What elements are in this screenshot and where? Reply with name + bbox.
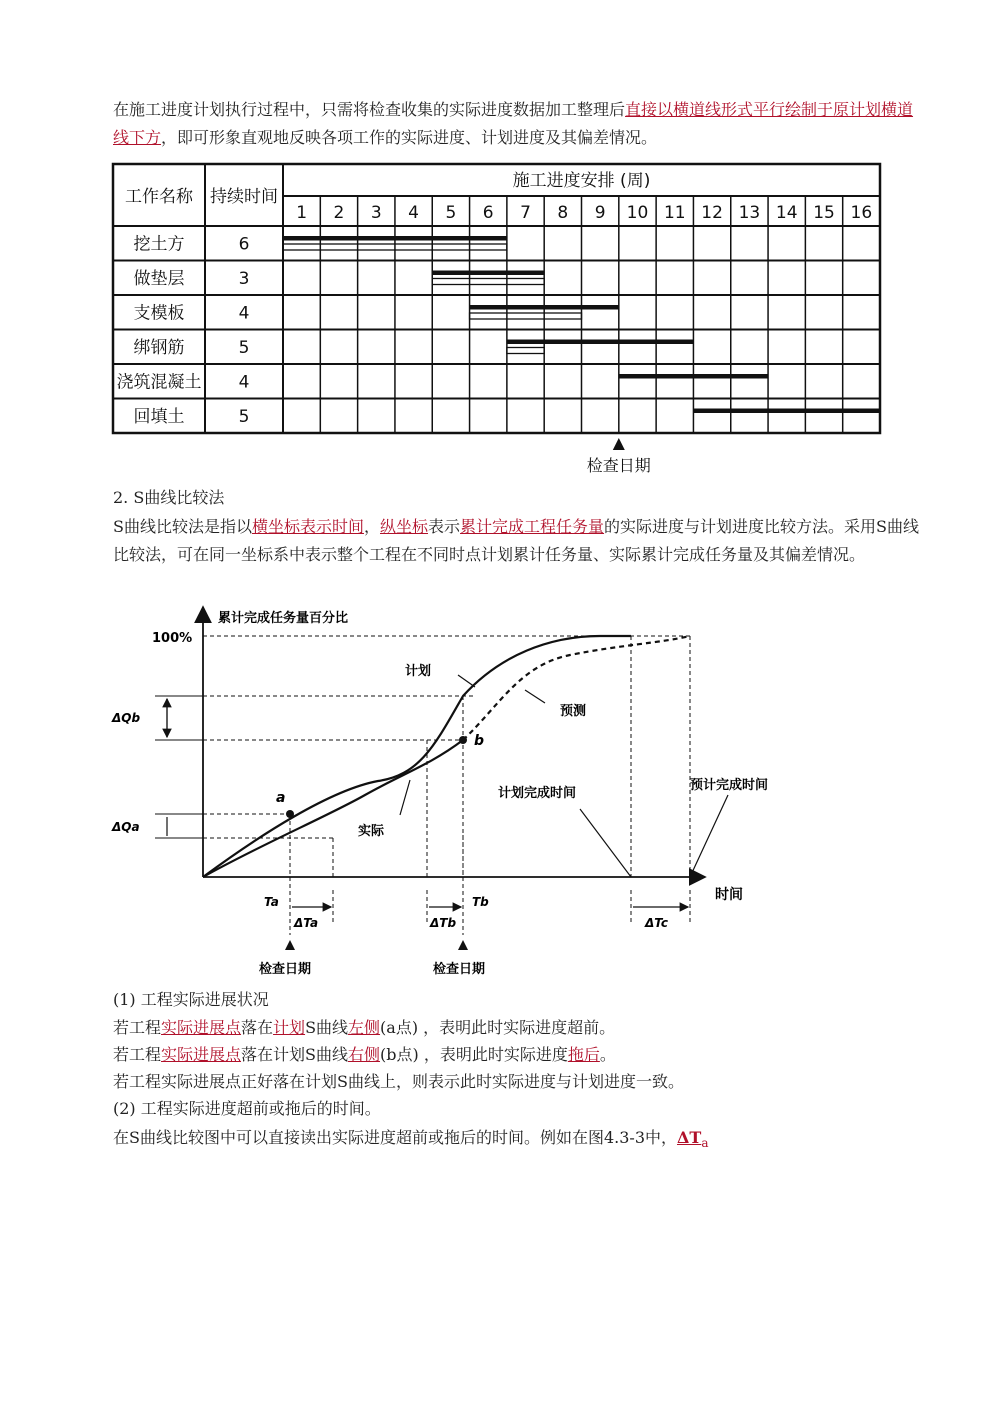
y-axis-title: 累计完成任务量百分比 xyxy=(218,611,349,626)
week-13: 13 xyxy=(738,203,761,223)
week-8: 8 xyxy=(557,203,569,223)
task-name-5: 浇筑混凝土 xyxy=(116,372,202,393)
task-duration-1: 6 xyxy=(238,234,250,255)
forecast-curve xyxy=(463,636,690,740)
note-line-4 xyxy=(113,1125,708,1156)
n1-c: S曲线 xyxy=(305,1018,349,1037)
week-5: 5 xyxy=(445,203,457,223)
point-b-marker xyxy=(459,736,467,744)
intro-text-post: ，即可形象直观地反映各项工作的实际进度、计划进度及其偏差情况。 xyxy=(161,128,658,147)
dqb-label: ΔQb xyxy=(112,711,141,725)
plan-finish-label: 计划完成时间 xyxy=(498,786,577,801)
check-date-label-1: 检查日期 xyxy=(259,962,312,977)
ta-label: Ta xyxy=(264,895,279,909)
week-14: 14 xyxy=(775,203,798,223)
s2-text-b: ， xyxy=(363,517,380,536)
task-duration-3: 4 xyxy=(238,303,250,324)
n1-highlight-actual-point[interactable]: 实际进展点 xyxy=(161,1018,242,1037)
gantt-check-label: 检查日期 xyxy=(586,456,651,475)
s2-text-a: S曲线比较法是指以 xyxy=(113,517,252,536)
plan-label: 计划 xyxy=(405,664,432,679)
point-a-label: a xyxy=(276,790,286,806)
n2-d: 。 xyxy=(599,1045,616,1064)
week-4: 4 xyxy=(408,203,420,223)
week-12: 12 xyxy=(701,203,723,223)
plan-bar-3 xyxy=(470,305,619,310)
guide-lines xyxy=(203,636,690,935)
task-duration-5: 4 xyxy=(238,372,250,393)
week-1: 1 xyxy=(296,203,308,223)
gantt-check-marker xyxy=(613,438,625,450)
x-axis-title: 时间 xyxy=(715,887,743,903)
intro-paragraph xyxy=(113,96,925,152)
week-2: 2 xyxy=(333,203,345,223)
actual-label: 实际 xyxy=(358,824,385,839)
intro-highlight[interactable]: 直接以横道线形式平行绘制于原计划横道线下方 xyxy=(113,100,914,147)
plan-bar-2 xyxy=(432,271,544,276)
s2-text-c: 表示 xyxy=(428,517,461,536)
n1-highlight-left[interactable]: 左侧 xyxy=(348,1018,381,1037)
task-duration-6: 5 xyxy=(238,406,250,427)
n1-highlight-plan[interactable]: 计划 xyxy=(273,1018,306,1037)
note-heading-2: (2) 工程实际进度超前或拖后的时间。 xyxy=(113,1099,381,1118)
note-line-2 xyxy=(113,1042,616,1068)
n1-a: 若工程 xyxy=(113,1018,162,1037)
n2-highlight-lag[interactable]: 拖后 xyxy=(567,1045,600,1064)
week-16: 16 xyxy=(850,203,873,223)
tb-label: Tb xyxy=(472,895,489,909)
gantt-chart xyxy=(110,160,885,480)
actual-bar-2 xyxy=(432,279,544,285)
week-3: 3 xyxy=(370,203,382,223)
n1-d: (a点) ，表明此时实际进度超前。 xyxy=(380,1018,616,1037)
header-task-name: 工作名称 xyxy=(125,187,193,207)
week-7: 7 xyxy=(520,203,531,223)
header-schedule: 施工进度安排 (周) xyxy=(512,171,651,191)
note-line-3: 若工程实际进展点正好落在计划S曲线上，则表示此时实际进度与计划进度一致。 xyxy=(113,1072,684,1091)
week-11: 11 xyxy=(663,203,686,223)
check-marker-1 xyxy=(285,940,295,950)
n2-highlight-actual-point[interactable]: 实际进展点 xyxy=(161,1045,242,1064)
forecast-label: 预测 xyxy=(560,704,587,719)
dta-label: ΔTa xyxy=(294,916,319,930)
intro-text-pre: 在施工进度计划执行过程中，只需将检查收集的实际进度数据加工整理后 xyxy=(113,100,626,119)
n4-highlight-delta-ta[interactable] xyxy=(677,1128,709,1151)
point-a-marker xyxy=(286,810,294,818)
note-heading-1: (1) 工程实际进展状况 xyxy=(113,990,269,1009)
s2-highlight-cumulative[interactable]: 累计完成工程任务量 xyxy=(460,517,605,536)
s2-highlight-horizontal[interactable]: 横坐标表示时间 xyxy=(251,517,364,536)
forecast-finish-label: 预计完成时间 xyxy=(690,778,769,793)
week-9: 9 xyxy=(594,203,606,223)
dqa-label: ΔQa xyxy=(112,820,140,834)
section2-paragraph xyxy=(113,513,925,569)
plan-bar-4 xyxy=(507,340,694,345)
n2-a: 若工程 xyxy=(113,1045,162,1064)
task-name-1: 挖土方 xyxy=(133,234,185,255)
check-marker-2 xyxy=(458,940,468,950)
week-6: 6 xyxy=(482,203,494,223)
n2-b: 落在计划S曲线 xyxy=(241,1045,348,1064)
n2-c: (b点) ，表明此时实际进度 xyxy=(380,1045,568,1064)
n2-highlight-right[interactable]: 右侧 xyxy=(348,1045,381,1064)
n4-delta-t: ΔT xyxy=(677,1128,702,1147)
week-15: 15 xyxy=(813,203,835,223)
section2-title: 2. S曲线比较法 xyxy=(113,488,225,507)
y-100-label: 100% xyxy=(152,631,193,646)
dtb-label: ΔTb xyxy=(430,916,457,930)
plan-bar-6 xyxy=(693,409,880,414)
plan-bar-1 xyxy=(283,236,507,241)
task-name-2: 做垫层 xyxy=(133,268,185,289)
actual-bar-3 xyxy=(470,313,582,319)
s-curve-chart xyxy=(100,595,780,985)
check-date-label-2: 检查日期 xyxy=(433,962,486,977)
actual-curve xyxy=(203,740,463,877)
n4-subscript: a xyxy=(701,1136,709,1151)
dtc-label: ΔTc xyxy=(645,916,669,930)
task-name-4: 绑钢筋 xyxy=(133,337,185,358)
n4-a: 在S曲线比较图中可以直接读出实际进度超前或拖后的时间。例如在图4.3-3中， xyxy=(113,1128,677,1147)
s2-highlight-vertical[interactable]: 纵坐标 xyxy=(380,517,429,536)
header-duration: 持续时间 xyxy=(210,187,278,207)
task-name-3: 支模板 xyxy=(133,303,185,324)
point-b-label: b xyxy=(474,733,485,749)
note-line-1 xyxy=(113,1015,615,1041)
actual-bar-4 xyxy=(507,348,544,354)
task-duration-4: 5 xyxy=(238,337,250,358)
week-10: 10 xyxy=(626,203,649,223)
task-name-6: 回填土 xyxy=(133,406,185,427)
plan-bar-5 xyxy=(619,374,768,379)
n1-b: 落在 xyxy=(241,1018,274,1037)
task-duration-2: 3 xyxy=(238,268,250,289)
s2-text-d: 的实际进度与计划进度比较方法。采用S曲线比较法，可在同一坐标系中表示整个工程在不同时点计划累计任务量、实际累计完成任务量及其偏差情况。 xyxy=(113,517,920,564)
